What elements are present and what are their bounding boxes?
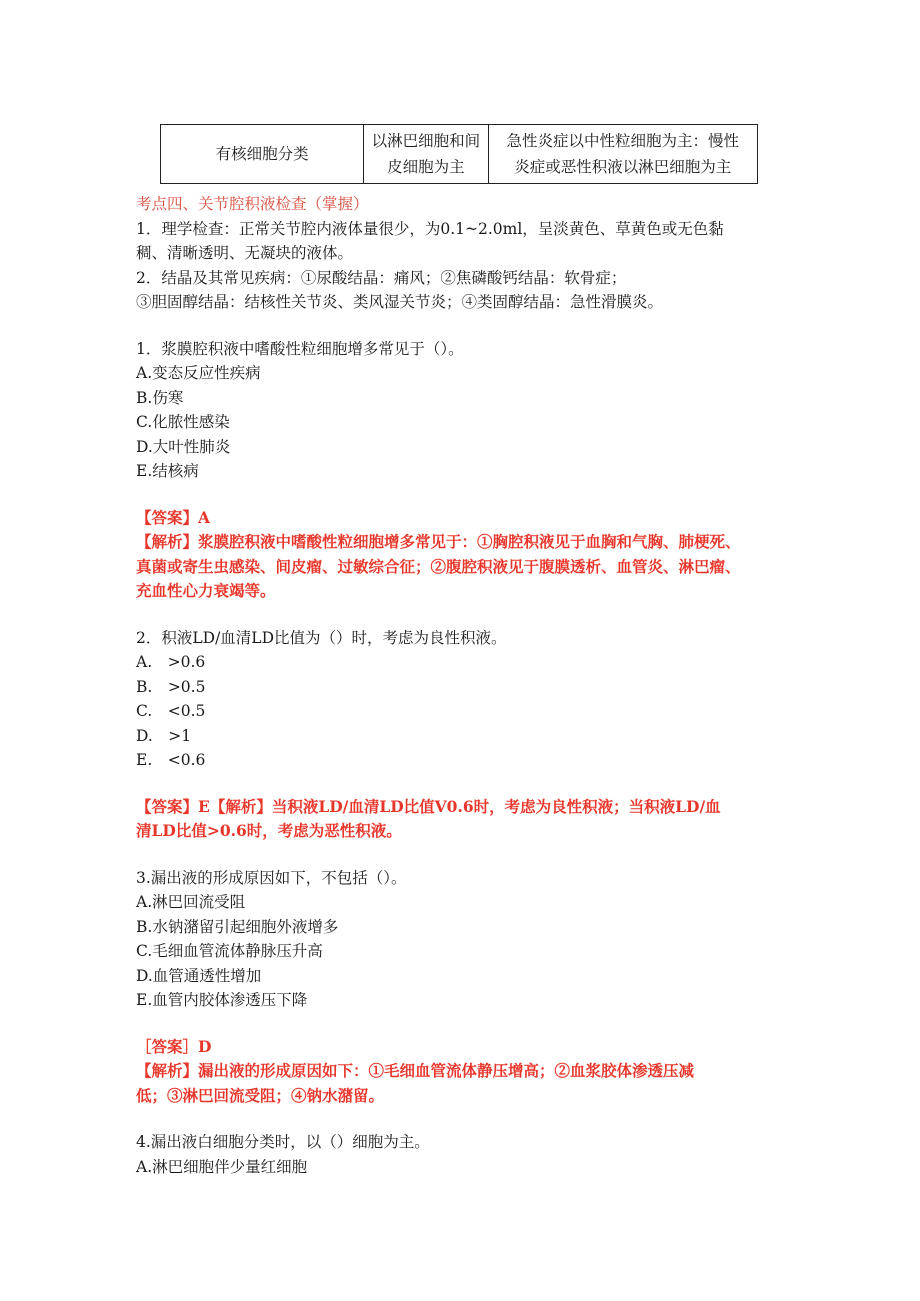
question-option: A.淋巴细胞伴少量红细胞 [136,1157,308,1176]
analysis-text: 【解析】漏出液的形成原因如下：①毛细血管流体静压增高；②血浆胶体渗透压减 [136,1061,695,1080]
analysis-text: 真菌或寄生虫感染、间皮瘤、过敏综合征；②腹腔积液见于腹膜透析、血管炎、淋巴瘤、 [136,556,741,576]
question-stem: 1．浆膜腔积液中嗜酸性粒细胞增多常见于（）。 [136,339,464,358]
question-option: E.结核病 [136,462,199,480]
question-option: C.化脓性感染 [136,413,230,431]
analysis-text: 充血性心力衰竭等。 [136,581,276,600]
table-cell [161,125,364,184]
question-option: B.水钠潴留引起细胞外液增多 [136,917,339,936]
question-stem: 3.漏出液的形成原因如下，不包括（）。 [136,868,407,887]
question-option: C. <0.5 [136,702,206,720]
cell-text: 炎症或恶性积液以淋巴细胞为主 [514,158,732,176]
question-option: E. <0.6 [136,751,206,769]
question-option: C.毛细血管流体静脉压升高 [136,942,323,960]
answer-text: 【答案】A [136,507,211,527]
question-option: D.血管通透性增加 [136,966,262,985]
question-option: A. >0.6 [136,653,206,671]
document-page [136,124,796,1179]
analysis-text: 【答案】E【解析】当积液LD/血清LD比值V0.6时，考虑为良性积液；当积液LD/血 [136,796,721,816]
cell-text: 急性炎症以中性粒细胞为主：慢性 [506,132,740,150]
question-option: B.伤寒 [136,388,184,407]
question-option: E.血管内胶体渗透压下降 [136,991,308,1009]
cell-text: 以淋巴细胞和间 [371,132,481,150]
cell-text: 有核细胞分类 [215,145,309,163]
section-text: 2．结晶及其常见疾病：①尿酸结晶：痛风；②焦磷酸钙结晶：软骨症； [136,268,627,287]
answer-text: ［答案］D [136,1036,212,1056]
table-cell [488,125,757,184]
question-option: D.大叶性肺炎 [136,437,231,456]
section-text: 1．理学检查：正常关节腔内液体量很少，为0.1~2.0ml，呈淡黄色、草黄色或无色黏 [136,219,724,238]
cell-text: 皮细胞为主 [387,158,465,176]
question-option: B. >0.5 [136,677,206,696]
table-cell [364,125,488,184]
section-heading: 考点四、关节腔积液检查（掌握） [136,195,369,213]
question-option: D. >1 [136,726,192,745]
analysis-text: 清LD比值>0.6时，考虑为恶性积液。 [136,821,402,840]
question-option: A.变态反应性疾病 [136,364,261,382]
question-option: A.淋巴回流受阻 [136,893,246,911]
question-stem: 4.漏出液白细胞分类时，以（）细胞为主。 [136,1133,430,1151]
analysis-text: 低；③淋巴回流受阻；④钠水潴留。 [136,1085,385,1105]
classification-table [160,124,758,184]
section-text: ③胆固醇结晶：结核性关节炎、类风湿关节炎；④类固醇结晶：急性滑膜炎。 [136,293,664,311]
section-text: 稠、清晰透明、无凝块的液体。 [136,244,354,262]
analysis-text: 【解析】浆膜腔积液中嗜酸性粒细胞增多常见于：①胸腔积液见于血胸和气胸、肺梗死、 [136,532,741,551]
table-row [161,125,758,184]
question-stem: 2．积液LD/血清LD比值为（）时，考虑为良性积液。 [136,628,507,647]
